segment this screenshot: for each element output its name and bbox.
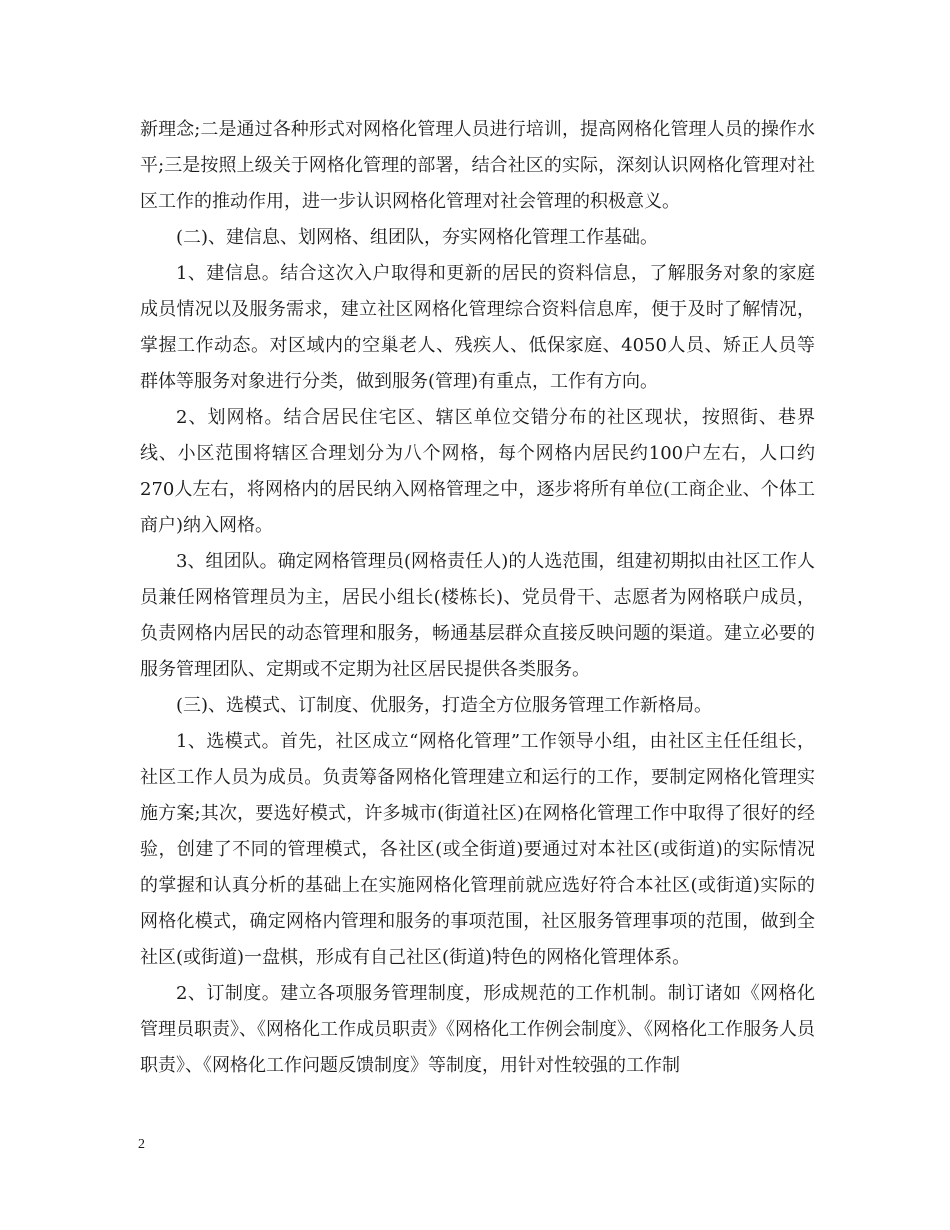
paragraph-continuation: 新理念;二是通过各种形式对网格化管理人员进行培训，提高网格化管理人员的操作水平;三是按照上级关于网格化管理的部署，结合社区的实际，深刻认识网格化管理对社区工作的推动作用，进一步认识网格化管理对社会管理的积极意义。 xyxy=(140,119,815,212)
paragraph-divide-grid: 2、划网格。结合居民住宅区、辖区单位交错分布的社区现状，按照街、巷界线、小区范围将辖区合理划分为八个网格，每个网格内居民约100户左右，人口约270人左右，将网格内的居民纳入网格管理之中，逐步将所有单位(工商企业、个体工商户)纳入网格。 xyxy=(140,407,815,536)
paragraph-form-team: 3、组团队。确定网格管理员(网格责任人)的人选范围，组建初期拟由社区工作人员兼任网格管理员为主，居民小组长(楼栋长)、党员骨干、志愿者为网格联户成员，负责网格内居民的动态管理和服务，畅通基层群众直接反映问题的渠道。建立必要的服务管理团队、定期或不定期为社区居民提供各类服务。 xyxy=(140,551,815,680)
section-heading-three: (三)、选模式、订制度、优服务，打造全方位服务管理工作新格局。 xyxy=(176,695,713,716)
paragraph-build-info: 1、建信息。结合这次入户取得和更新的居民的资料信息，了解服务对象的家庭成员情况以及服务需求，建立社区网格化管理综合资料信息库，便于及时了解情况，掌握工作动态。对区域内的空巢老人、残疾人、低保家庭、4050人员、矫正人员等群体等服务对象进行分类，做到服务(管理)有重点，工作有方向。 xyxy=(140,263,815,392)
paragraph-select-mode: 1、选模式。首先，社区成立“网格化管理”工作领导小组，由社区主任任组长，社区工作人员为成员。负责筹备网格化管理建立和运行的工作，要制定网格化管理实施方案;其次，要选好模式，许多城市(街道社区)在网格化管理工作中取得了很好的经验，创建了不同的管理模式，各社区(或全街道)要通过对本社区(或街道)的实际情况的掌握和认真分析的基础上在实施网格化管理前就应选好符合本社区(或街道)实际的网格化模式，确定网格内管理和服务的事项范围，社区服务管理事项的范围，做到全社区(或街道)一盘棋，形成有自己社区(街道)特色的网格化管理体系。 xyxy=(140,731,815,968)
section-heading-two: (二)、建信息、划网格、组团队，夯实网格化管理工作基础。 xyxy=(176,227,659,248)
paragraph-set-system: 2、订制度。建立各项服务管理制度，形成规范的工作机制。制订诸如《网格化管理员职责》、《网格化工作成员职责》《网格化工作例会制度》、《网格化工作服务人员职责》、《网格化工作问题反馈制度》等制度，用针对性较强的工作制 xyxy=(140,983,815,1076)
page-number: 2 xyxy=(138,1137,145,1152)
document-body xyxy=(140,112,815,1084)
